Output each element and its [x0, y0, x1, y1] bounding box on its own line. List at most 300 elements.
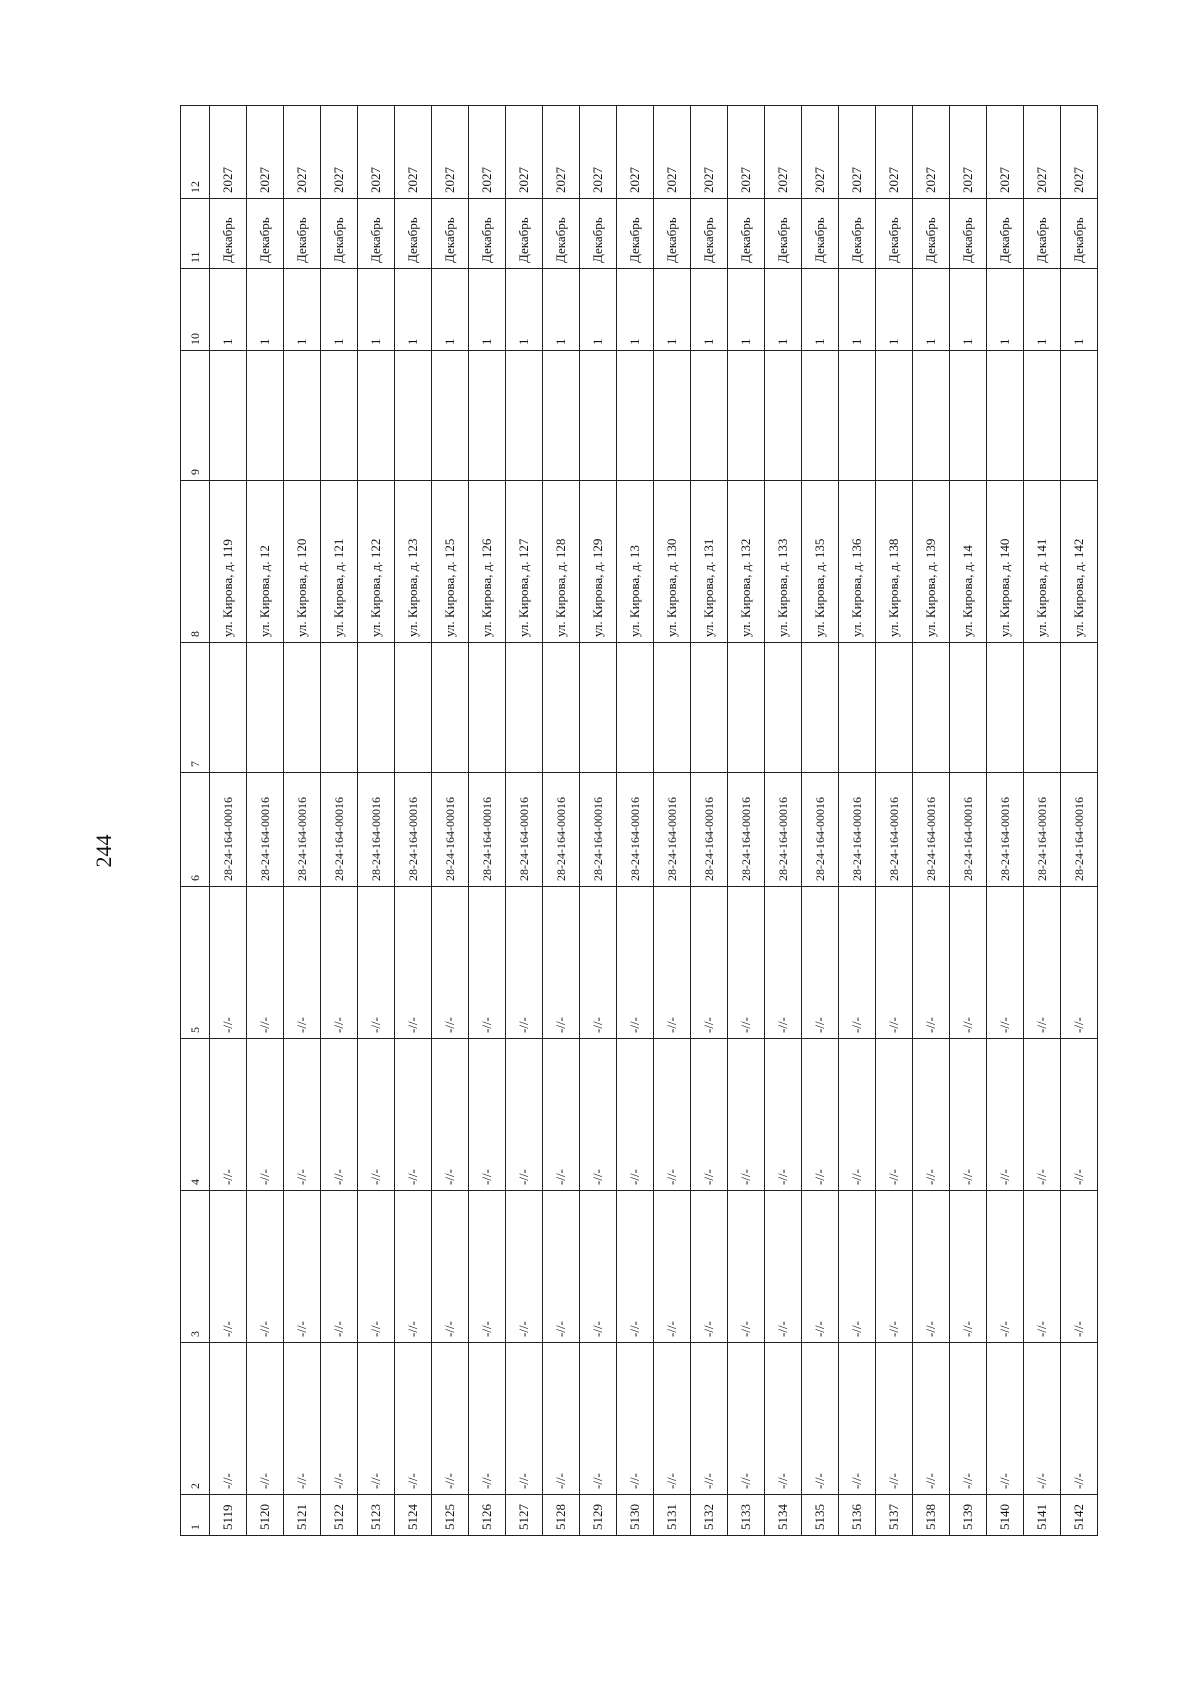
row-number-cell: 5131 — [654, 1495, 691, 1536]
row-number-cell: 5120 — [247, 1495, 284, 1536]
row-number-cell: 5122 — [321, 1495, 358, 1536]
month-cell: Декабрь — [617, 199, 654, 269]
col4-cell: -//- — [580, 1039, 617, 1191]
quantity-cell: 1 — [617, 269, 654, 351]
col9-cell — [691, 351, 728, 481]
col7-cell — [691, 643, 728, 773]
col2-cell: -//- — [395, 1343, 432, 1495]
address-cell: ул. Кирова, д. 130 — [654, 481, 691, 643]
cadastral-number-cell: 28-24-164-00016 — [284, 773, 321, 887]
col9-cell — [913, 351, 950, 481]
table-row — [691, 106, 728, 1536]
col7-cell — [1024, 643, 1061, 773]
year-cell: 2027 — [950, 106, 987, 199]
col9-cell — [580, 351, 617, 481]
cadastral-number-cell: 28-24-164-00016 — [580, 773, 617, 887]
year-cell: 2027 — [765, 106, 802, 199]
cadastral-number-cell: 28-24-164-00016 — [506, 773, 543, 887]
col5-cell: -//- — [876, 887, 913, 1039]
col4-cell: -//- — [617, 1039, 654, 1191]
row-number-cell: 5134 — [765, 1495, 802, 1536]
row-number-cell: 5139 — [950, 1495, 987, 1536]
col3-cell: -//- — [321, 1191, 358, 1343]
year-cell: 2027 — [802, 106, 839, 199]
table-row — [543, 106, 580, 1536]
col7-cell — [987, 643, 1024, 773]
address-cell: ул. Кирова, д. 14 — [950, 481, 987, 643]
page-number: 244 — [91, 834, 116, 868]
col9-cell — [395, 351, 432, 481]
year-cell: 2027 — [284, 106, 321, 199]
address-cell: ул. Кирова, д. 129 — [580, 481, 617, 643]
month-cell: Декабрь — [506, 199, 543, 269]
month-cell: Декабрь — [469, 199, 506, 269]
col2-cell: -//- — [580, 1343, 617, 1495]
month-cell: Декабрь — [580, 199, 617, 269]
col9-cell — [469, 351, 506, 481]
col5-cell: -//- — [395, 887, 432, 1039]
year-cell: 2027 — [654, 106, 691, 199]
col5-cell: -//- — [469, 887, 506, 1039]
col2-cell: -//- — [839, 1343, 876, 1495]
col2-cell: -//- — [691, 1343, 728, 1495]
address-cell: ул. Кирова, д. 12 — [247, 481, 284, 643]
table-row — [506, 106, 543, 1536]
col4-cell: -//- — [284, 1039, 321, 1191]
header-row — [181, 106, 210, 1536]
col9-cell — [210, 351, 247, 481]
col2-cell: -//- — [284, 1343, 321, 1495]
cadastral-number-cell: 28-24-164-00016 — [543, 773, 580, 887]
quantity-cell: 1 — [321, 269, 358, 351]
table-row — [321, 106, 358, 1536]
col3-cell: -//- — [247, 1191, 284, 1343]
col2-cell: -//- — [765, 1343, 802, 1495]
quantity-cell: 1 — [432, 269, 469, 351]
col9-cell — [321, 351, 358, 481]
header-cell: 9 — [181, 351, 210, 481]
col4-cell: -//- — [358, 1039, 395, 1191]
month-cell: Декабрь — [987, 199, 1024, 269]
row-number-cell: 5140 — [987, 1495, 1024, 1536]
col4-cell: -//- — [728, 1039, 765, 1191]
col7-cell — [580, 643, 617, 773]
year-cell: 2027 — [617, 106, 654, 199]
col3-cell: -//- — [950, 1191, 987, 1343]
col7-cell — [654, 643, 691, 773]
cadastral-number-cell: 28-24-164-00016 — [617, 773, 654, 887]
col9-cell — [543, 351, 580, 481]
col3-cell: -//- — [802, 1191, 839, 1343]
table-row — [876, 106, 913, 1536]
year-cell: 2027 — [1024, 106, 1061, 199]
cadastral-number-cell: 28-24-164-00016 — [395, 773, 432, 887]
address-cell: ул. Кирова, д. 120 — [284, 481, 321, 643]
cadastral-number-cell: 28-24-164-00016 — [1061, 773, 1098, 887]
col7-cell — [469, 643, 506, 773]
table-row — [210, 106, 247, 1536]
col4-cell: -//- — [839, 1039, 876, 1191]
col9-cell — [506, 351, 543, 481]
cadastral-number-cell: 28-24-164-00016 — [210, 773, 247, 887]
quantity-cell: 1 — [654, 269, 691, 351]
cadastral-number-cell: 28-24-164-00016 — [321, 773, 358, 887]
year-cell: 2027 — [210, 106, 247, 199]
col4-cell: -//- — [802, 1039, 839, 1191]
col5-cell: -//- — [987, 887, 1024, 1039]
year-cell: 2027 — [913, 106, 950, 199]
col4-cell: -//- — [765, 1039, 802, 1191]
row-number-cell: 5121 — [284, 1495, 321, 1536]
cadastral-number-cell: 28-24-164-00016 — [987, 773, 1024, 887]
col4-cell: -//- — [876, 1039, 913, 1191]
col4-cell: -//- — [432, 1039, 469, 1191]
col3-cell: -//- — [617, 1191, 654, 1343]
month-cell: Декабрь — [765, 199, 802, 269]
year-cell: 2027 — [395, 106, 432, 199]
col5-cell: -//- — [321, 887, 358, 1039]
row-number-cell: 5136 — [839, 1495, 876, 1536]
cadastral-number-cell: 28-24-164-00016 — [876, 773, 913, 887]
table-row — [1024, 106, 1061, 1536]
col4-cell: -//- — [950, 1039, 987, 1191]
year-cell: 2027 — [987, 106, 1024, 199]
year-cell: 2027 — [1061, 106, 1098, 199]
col9-cell — [876, 351, 913, 481]
col2-cell: -//- — [506, 1343, 543, 1495]
col2-cell: -//- — [247, 1343, 284, 1495]
cadastral-number-cell: 28-24-164-00016 — [469, 773, 506, 887]
col9-cell — [1024, 351, 1061, 481]
col2-cell: -//- — [1061, 1343, 1098, 1495]
cadastral-number-cell: 28-24-164-00016 — [913, 773, 950, 887]
col5-cell: -//- — [950, 887, 987, 1039]
address-cell: ул. Кирова, д. 131 — [691, 481, 728, 643]
col3-cell: -//- — [580, 1191, 617, 1343]
address-cell: ул. Кирова, д. 119 — [210, 481, 247, 643]
col9-cell — [358, 351, 395, 481]
col2-cell: -//- — [321, 1343, 358, 1495]
address-cell: ул. Кирова, д. 135 — [802, 481, 839, 643]
col9-cell — [839, 351, 876, 481]
col9-cell — [987, 351, 1024, 481]
quantity-cell: 1 — [580, 269, 617, 351]
quantity-cell: 1 — [506, 269, 543, 351]
address-cell: ул. Кирова, д. 139 — [913, 481, 950, 643]
quantity-cell: 1 — [395, 269, 432, 351]
quantity-cell: 1 — [1061, 269, 1098, 351]
address-cell: ул. Кирова, д. 121 — [321, 481, 358, 643]
col5-cell: -//- — [580, 887, 617, 1039]
header-cell: 4 — [181, 1039, 210, 1191]
header-cell: 5 — [181, 887, 210, 1039]
year-cell: 2027 — [728, 106, 765, 199]
col5-cell: -//- — [691, 887, 728, 1039]
year-cell: 2027 — [691, 106, 728, 199]
quantity-cell: 1 — [728, 269, 765, 351]
col5-cell: -//- — [802, 887, 839, 1039]
col4-cell: -//- — [1024, 1039, 1061, 1191]
col7-cell — [395, 643, 432, 773]
col7-cell — [802, 643, 839, 773]
table-row — [987, 106, 1024, 1536]
col2-cell: -//- — [432, 1343, 469, 1495]
table-row — [1061, 106, 1098, 1536]
row-number-cell: 5133 — [728, 1495, 765, 1536]
col9-cell — [654, 351, 691, 481]
month-cell: Декабрь — [839, 199, 876, 269]
year-cell: 2027 — [839, 106, 876, 199]
row-number-cell: 5123 — [358, 1495, 395, 1536]
row-number-cell: 5132 — [691, 1495, 728, 1536]
col7-cell — [358, 643, 395, 773]
address-cell: ул. Кирова, д. 126 — [469, 481, 506, 643]
quantity-cell: 1 — [987, 269, 1024, 351]
month-cell: Декабрь — [395, 199, 432, 269]
col3-cell: -//- — [839, 1191, 876, 1343]
row-number-cell: 5129 — [580, 1495, 617, 1536]
col3-cell: -//- — [728, 1191, 765, 1343]
col7-cell — [617, 643, 654, 773]
col5-cell: -//- — [432, 887, 469, 1039]
col4-cell: -//- — [506, 1039, 543, 1191]
table-row — [617, 106, 654, 1536]
col9-cell — [247, 351, 284, 481]
col2-cell: -//- — [913, 1343, 950, 1495]
col5-cell: -//- — [506, 887, 543, 1039]
col5-cell: -//- — [765, 887, 802, 1039]
address-cell: ул. Кирова, д. 142 — [1061, 481, 1098, 643]
cadastral-number-cell: 28-24-164-00016 — [691, 773, 728, 887]
month-cell: Декабрь — [358, 199, 395, 269]
col9-cell — [1061, 351, 1098, 481]
quantity-cell: 1 — [284, 269, 321, 351]
month-cell: Декабрь — [321, 199, 358, 269]
col7-cell — [839, 643, 876, 773]
col2-cell: -//- — [210, 1343, 247, 1495]
table-row — [469, 106, 506, 1536]
table-row — [432, 106, 469, 1536]
header-cell: 1 — [181, 1495, 210, 1536]
col5-cell: -//- — [1061, 887, 1098, 1039]
quantity-cell: 1 — [802, 269, 839, 351]
col4-cell: -//- — [987, 1039, 1024, 1191]
col3-cell: -//- — [210, 1191, 247, 1343]
col4-cell: -//- — [210, 1039, 247, 1191]
cadastral-number-cell: 28-24-164-00016 — [247, 773, 284, 887]
cadastral-number-cell: 28-24-164-00016 — [358, 773, 395, 887]
table-row — [284, 106, 321, 1536]
month-cell: Декабрь — [876, 199, 913, 269]
table-row — [728, 106, 765, 1536]
col4-cell: -//- — [247, 1039, 284, 1191]
col5-cell: -//- — [913, 887, 950, 1039]
row-number-cell: 5127 — [506, 1495, 543, 1536]
table-row — [950, 106, 987, 1536]
col5-cell: -//- — [617, 887, 654, 1039]
cadastral-number-cell: 28-24-164-00016 — [654, 773, 691, 887]
col3-cell: -//- — [876, 1191, 913, 1343]
quantity-cell: 1 — [1024, 269, 1061, 351]
col9-cell — [284, 351, 321, 481]
col7-cell — [284, 643, 321, 773]
col3-cell: -//- — [987, 1191, 1024, 1343]
col2-cell: -//- — [617, 1343, 654, 1495]
header-cell: 6 — [181, 773, 210, 887]
year-cell: 2027 — [506, 106, 543, 199]
year-cell: 2027 — [432, 106, 469, 199]
table-row — [247, 106, 284, 1536]
col9-cell — [802, 351, 839, 481]
month-cell: Декабрь — [728, 199, 765, 269]
row-number-cell: 5138 — [913, 1495, 950, 1536]
col5-cell: -//- — [284, 887, 321, 1039]
col9-cell — [950, 351, 987, 481]
year-cell: 2027 — [543, 106, 580, 199]
cadastral-number-cell: 28-24-164-00016 — [802, 773, 839, 887]
col2-cell: -//- — [654, 1343, 691, 1495]
col5-cell: -//- — [654, 887, 691, 1039]
col9-cell — [617, 351, 654, 481]
quantity-cell: 1 — [950, 269, 987, 351]
header-cell: 7 — [181, 643, 210, 773]
cadastral-number-cell: 28-24-164-00016 — [839, 773, 876, 887]
col3-cell: -//- — [1024, 1191, 1061, 1343]
month-cell: Декабрь — [950, 199, 987, 269]
year-cell: 2027 — [580, 106, 617, 199]
col2-cell: -//- — [469, 1343, 506, 1495]
address-cell: ул. Кирова, д. 123 — [395, 481, 432, 643]
address-cell: ул. Кирова, д. 141 — [1024, 481, 1061, 643]
address-cell: ул. Кирова, д. 136 — [839, 481, 876, 643]
quantity-cell: 1 — [358, 269, 395, 351]
col7-cell — [543, 643, 580, 773]
cadastral-number-cell: 28-24-164-00016 — [1024, 773, 1061, 887]
quantity-cell: 1 — [691, 269, 728, 351]
year-cell: 2027 — [469, 106, 506, 199]
col2-cell: -//- — [1024, 1343, 1061, 1495]
col7-cell — [876, 643, 913, 773]
year-cell: 2027 — [358, 106, 395, 199]
table-row — [654, 106, 691, 1536]
col7-cell — [950, 643, 987, 773]
col5-cell: -//- — [839, 887, 876, 1039]
col5-cell: -//- — [247, 887, 284, 1039]
col3-cell: -//- — [395, 1191, 432, 1343]
col3-cell: -//- — [469, 1191, 506, 1343]
col7-cell — [728, 643, 765, 773]
header-cell: 10 — [181, 269, 210, 351]
col4-cell: -//- — [395, 1039, 432, 1191]
col7-cell — [432, 643, 469, 773]
table-row — [395, 106, 432, 1536]
header-cell: 8 — [181, 481, 210, 643]
col3-cell: -//- — [765, 1191, 802, 1343]
table-row — [913, 106, 950, 1536]
quantity-cell: 1 — [543, 269, 580, 351]
row-number-cell: 5125 — [432, 1495, 469, 1536]
col5-cell: -//- — [1024, 887, 1061, 1039]
col2-cell: -//- — [987, 1343, 1024, 1495]
quantity-cell: 1 — [210, 269, 247, 351]
col9-cell — [728, 351, 765, 481]
row-number-cell: 5130 — [617, 1495, 654, 1536]
month-cell: Декабрь — [284, 199, 321, 269]
cadastral-number-cell: 28-24-164-00016 — [432, 773, 469, 887]
col5-cell: -//- — [728, 887, 765, 1039]
col3-cell: -//- — [506, 1191, 543, 1343]
col7-cell — [210, 643, 247, 773]
col3-cell: -//- — [1061, 1191, 1098, 1343]
col2-cell: -//- — [728, 1343, 765, 1495]
address-cell: ул. Кирова, д. 128 — [543, 481, 580, 643]
col2-cell: -//- — [543, 1343, 580, 1495]
table-row — [839, 106, 876, 1536]
col7-cell — [321, 643, 358, 773]
month-cell: Декабрь — [913, 199, 950, 269]
row-number-cell: 5124 — [395, 1495, 432, 1536]
col9-cell — [432, 351, 469, 481]
month-cell: Декабрь — [654, 199, 691, 269]
col5-cell: -//- — [543, 887, 580, 1039]
address-cell: ул. Кирова, д. 125 — [432, 481, 469, 643]
year-cell: 2027 — [321, 106, 358, 199]
row-number-cell: 5128 — [543, 1495, 580, 1536]
col2-cell: -//- — [876, 1343, 913, 1495]
month-cell: Декабрь — [1024, 199, 1061, 269]
cadastral-number-cell: 28-24-164-00016 — [950, 773, 987, 887]
quantity-cell: 1 — [839, 269, 876, 351]
col7-cell — [765, 643, 802, 773]
address-cell: ул. Кирова, д. 140 — [987, 481, 1024, 643]
col4-cell: -//- — [543, 1039, 580, 1191]
col7-cell — [247, 643, 284, 773]
header-cell: 3 — [181, 1191, 210, 1343]
row-number-cell: 5142 — [1061, 1495, 1098, 1536]
month-cell: Декабрь — [691, 199, 728, 269]
col9-cell — [765, 351, 802, 481]
col4-cell: -//- — [913, 1039, 950, 1191]
header-cell: 11 — [181, 199, 210, 269]
year-cell: 2027 — [247, 106, 284, 199]
row-number-cell: 5119 — [210, 1495, 247, 1536]
col2-cell: -//- — [950, 1343, 987, 1495]
col4-cell: -//- — [691, 1039, 728, 1191]
col4-cell: -//- — [321, 1039, 358, 1191]
col7-cell — [1061, 643, 1098, 773]
month-cell: Декабрь — [1061, 199, 1098, 269]
col7-cell — [506, 643, 543, 773]
col7-cell — [913, 643, 950, 773]
address-cell: ул. Кирова, д. 127 — [506, 481, 543, 643]
quantity-cell: 1 — [247, 269, 284, 351]
month-cell: Декабрь — [543, 199, 580, 269]
quantity-cell: 1 — [913, 269, 950, 351]
col4-cell: -//- — [654, 1039, 691, 1191]
col3-cell: -//- — [543, 1191, 580, 1343]
table-body — [181, 106, 1098, 1536]
col3-cell: -//- — [284, 1191, 321, 1343]
table-row — [802, 106, 839, 1536]
col2-cell: -//- — [358, 1343, 395, 1495]
cadastral-number-cell: 28-24-164-00016 — [728, 773, 765, 887]
address-cell: ул. Кирова, д. 133 — [765, 481, 802, 643]
row-number-cell: 5141 — [1024, 1495, 1061, 1536]
header-cell: 12 — [181, 106, 210, 199]
month-cell: Декабрь — [432, 199, 469, 269]
table-row — [580, 106, 617, 1536]
header-cell: 2 — [181, 1343, 210, 1495]
